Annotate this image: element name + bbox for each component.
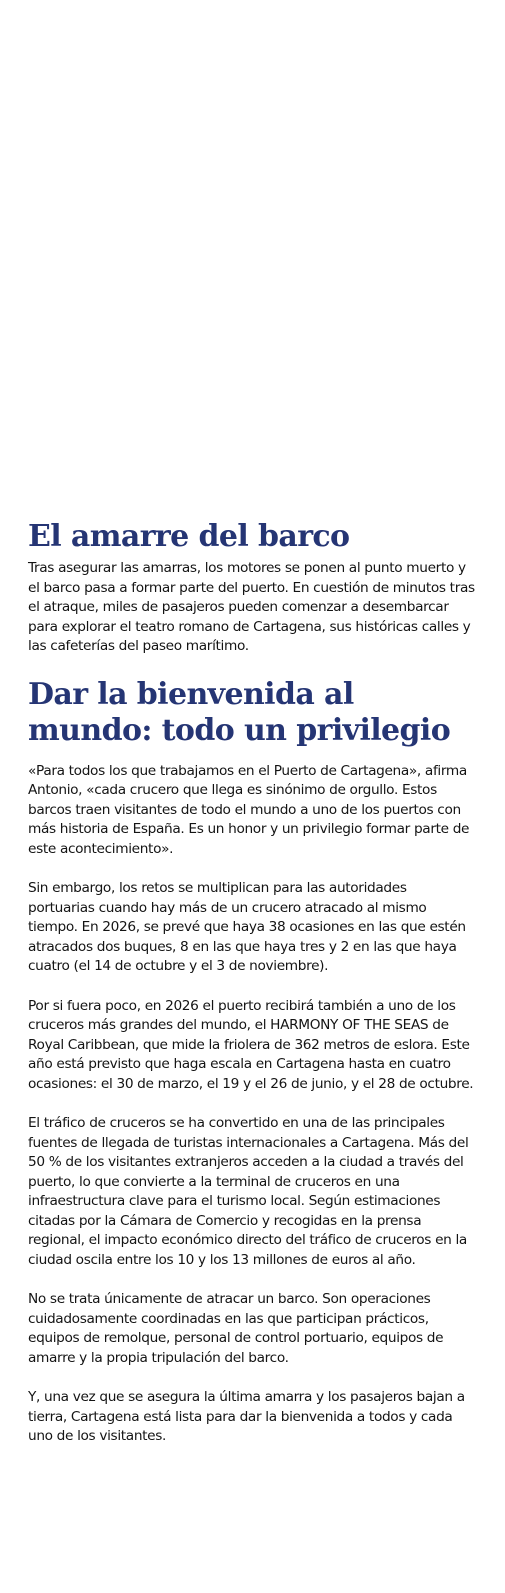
- section-heading-bienvenida: Dar la bienvenida al mundo: todo un privilegio: [28, 676, 451, 748]
- paragraph-amarre: Tras asegurar las amarras, los motores se ponen al punto muerto y el barco pasa a formar parte del puerto. En cuestión de minutos tras el atraque, miles de pasajeros pueden comenzar a desembarcar para explorar el teatro romano de Cartagena, sus históricas calles y las cafeterías del paseo marítimo.: [28, 560, 475, 654]
- paragraph-quote-antonio: «Para todos los que trabajamos en el Puerto de Cartagena», afirma Antonio, «cada crucero que llega es sinónimo de orgullo. Estos barcos traen visitantes de todo el mundo a uno de los puertos con más historia de España. Es un honor y un privilegio formar parte de este acontecimiento».: [28, 762, 470, 857]
- section-heading-amarre: El amarre del barco: [28, 519, 350, 554]
- paragraph-bienvenida-final: Y, una vez que se asegura la última amarra y los pasajeros bajan a tierra, Cartagena está lista para dar la bienvenida a todos y cada uno de los visitantes.: [28, 1389, 465, 1444]
- article: [28, 518, 476, 1447]
- paragraph-retos: Sin embargo, los retos se multiplican para las autoridades portuarias cuando hay más de un crucero atracado al mismo tiempo. En 2026, se prevé que haya 38 ocasiones en las que estén atracados dos buques, 8 en las que haya tres y 2 en las que haya cuatro (el 14 de octubre y el 3 de noviembre).: [28, 880, 466, 974]
- paragraph-trafico-cruceros: El tráfico de cruceros se ha convertido en una de las principales fuentes de llegada de turistas internacionales a Cartagena. Más del 50 % de los visitantes extranjeros acceden a la ciudad a través del puerto, lo que convierte a la terminal de cruceros en una infraestructura clave para el turismo local. Según estimaciones citadas por la Cámara de Comercio y recogidas en la prensa regional, el impacto económico directo del tráfico de cruceros en la ciudad oscila entre los 10 y los 13 millones de euros al año.: [28, 1115, 469, 1268]
- paragraph-operaciones: No se trata únicamente de atracar un barco. Son operaciones cuidadosamente coordinadas en las que participan prácticos, equipos de remolque, personal de control portuario, equipos de amarre y la propia tripulación del barco.: [28, 1291, 444, 1366]
- paragraph-harmony-of-the-seas: Por si fuera poco, en 2026 el puerto recibirá también a uno de los cruceros más grandes del mundo, el HARMONY OF THE SEAS de Royal Caribbean, que mide la friolera de 362 metros de eslora. Este año está previsto que haga escala en Cartagena hasta en cuatro ocasiones: el 30 de marzo, el 19 y el 26 de junio, y el 28 de octubre.: [28, 997, 474, 1092]
